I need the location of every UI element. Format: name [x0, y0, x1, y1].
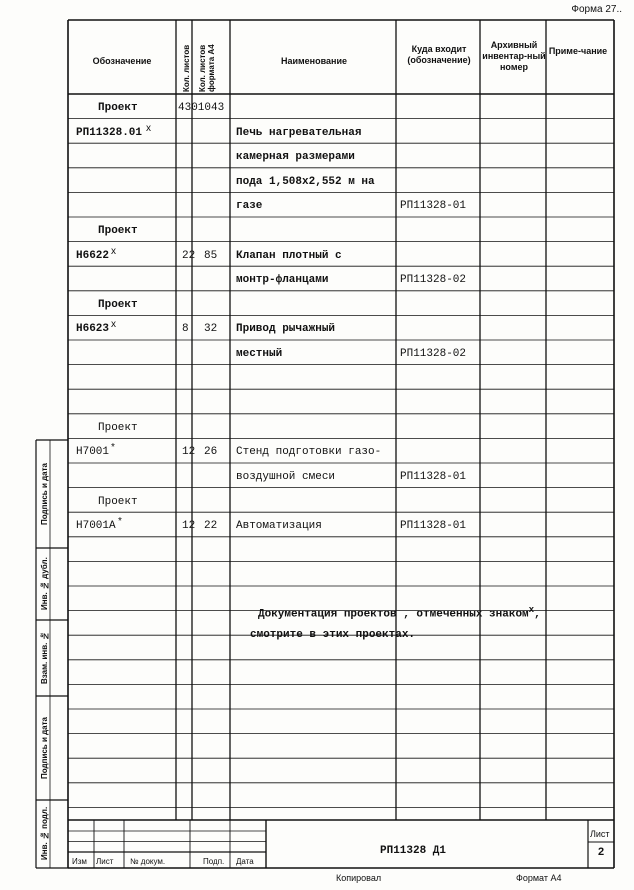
side-label-sign-date-1: Подпись и дата	[40, 463, 49, 525]
table-row	[0, 397, 634, 415]
row-name: Привод рычажный	[236, 323, 336, 336]
table-row	[0, 200, 634, 218]
header-used-in: Куда входит (обозначение)	[407, 44, 471, 65]
row-designation: РП11328.01	[76, 126, 143, 139]
row-designation: Проект	[98, 421, 138, 434]
header-name: Наименование	[280, 56, 348, 66]
tb-col-docnum: № докум.	[130, 857, 166, 866]
row-name: камерная размерами	[236, 151, 355, 164]
footnote-line1	[258, 604, 541, 621]
tb-col-date: Дата	[236, 857, 254, 866]
table-row	[0, 122, 634, 145]
tb-col-change: Изм	[72, 857, 87, 866]
designation-mark: x	[111, 245, 116, 257]
row-used-in: РП11328-02	[400, 348, 467, 360]
header-note: Приме-чание	[548, 46, 608, 56]
row-name: Печь нагревательная	[236, 126, 362, 139]
table-row	[0, 151, 634, 169]
sheet-number: 2	[598, 846, 605, 858]
row-designation: Н6623	[76, 323, 110, 336]
header-designation: Обозначение	[92, 56, 152, 66]
table-row	[0, 176, 634, 194]
row-sheets: 22	[182, 249, 196, 262]
table-row	[0, 516, 634, 538]
footnote-end: ,	[534, 608, 541, 621]
row-designation: Проект	[98, 102, 138, 114]
row-name: Клапан плотный с	[236, 249, 342, 262]
row-used-in: РП11328-01	[400, 520, 467, 533]
row-name: монтр-фланцами	[236, 274, 329, 287]
row-a4: 22	[204, 520, 218, 533]
row-designation: Проект	[98, 495, 138, 508]
row-used-in: РП11328-01	[400, 200, 467, 213]
footnote-text: Документация проектов , отмеченных знаком	[258, 608, 529, 621]
doc-code: РП11328 Д1	[380, 845, 447, 857]
row-name: воздушной смеси	[236, 471, 336, 483]
footnote-mark: x	[528, 604, 535, 615]
header-archive-no: Архивный инвентар-ный номер	[482, 40, 546, 72]
row-name: Автоматизация	[236, 520, 322, 533]
row-sheets: 12	[182, 520, 196, 533]
row-designation: Проект	[98, 225, 138, 237]
row-used-in: РП11328-01	[400, 471, 467, 483]
row-used-in: РП11328-02	[400, 274, 467, 287]
header-sheet-count-a4: Кол. листов формата А4	[198, 44, 216, 92]
copied-label: Копировал	[336, 873, 382, 883]
table-row	[0, 274, 634, 292]
table-row	[0, 422, 634, 440]
table-row	[0, 245, 634, 268]
row-sheets: 8	[182, 323, 189, 336]
tb-col-sheet: Лист	[96, 857, 114, 866]
row-a4: 32	[204, 323, 218, 336]
form-label: Форма 27..	[571, 4, 622, 15]
row-sheets: 4301043	[178, 102, 225, 114]
header-sheet-count: Кол. листов	[182, 44, 191, 92]
table-row	[0, 442, 634, 464]
row-name: местный	[236, 348, 283, 360]
row-designation: Проект	[98, 298, 138, 311]
row-a4: 85	[204, 249, 218, 262]
table-row	[0, 496, 634, 514]
table-row	[0, 373, 634, 391]
row-designation: Н7001А	[76, 520, 116, 533]
designation-mark: x	[146, 122, 151, 134]
table-row	[0, 225, 634, 243]
row-name: газе	[236, 200, 263, 213]
table-row	[0, 299, 634, 317]
row-a4: 26	[204, 446, 218, 459]
row-designation: Н6622	[76, 249, 110, 262]
row-name: Стенд подготовки газо-	[236, 446, 382, 459]
designation-mark: *	[111, 442, 115, 454]
side-label-dup-inv: Инв. № дубл.	[40, 557, 49, 611]
sheet-label: Лист	[590, 829, 610, 839]
footnote-line2: смотрите в этих проектах.	[250, 629, 416, 641]
row-designation: Н7001	[76, 446, 110, 459]
row-name: пода 1,508х2,552 м на	[236, 175, 375, 188]
side-label-replace-inv: Взам. инв. №	[40, 631, 49, 685]
designation-mark: x	[111, 319, 116, 331]
format-label: Формат А4	[516, 873, 562, 883]
table-row	[0, 319, 634, 341]
side-label-orig-inv: Инв. № подл.	[40, 806, 49, 860]
side-label-sign-date-2: Подпись и дата	[40, 717, 49, 779]
designation-mark: *	[118, 516, 122, 528]
row-sheets: 12	[182, 446, 196, 459]
table-row	[0, 348, 634, 366]
table-row	[0, 471, 634, 489]
tb-col-sign: Подп.	[203, 857, 225, 866]
table-row	[0, 102, 634, 120]
